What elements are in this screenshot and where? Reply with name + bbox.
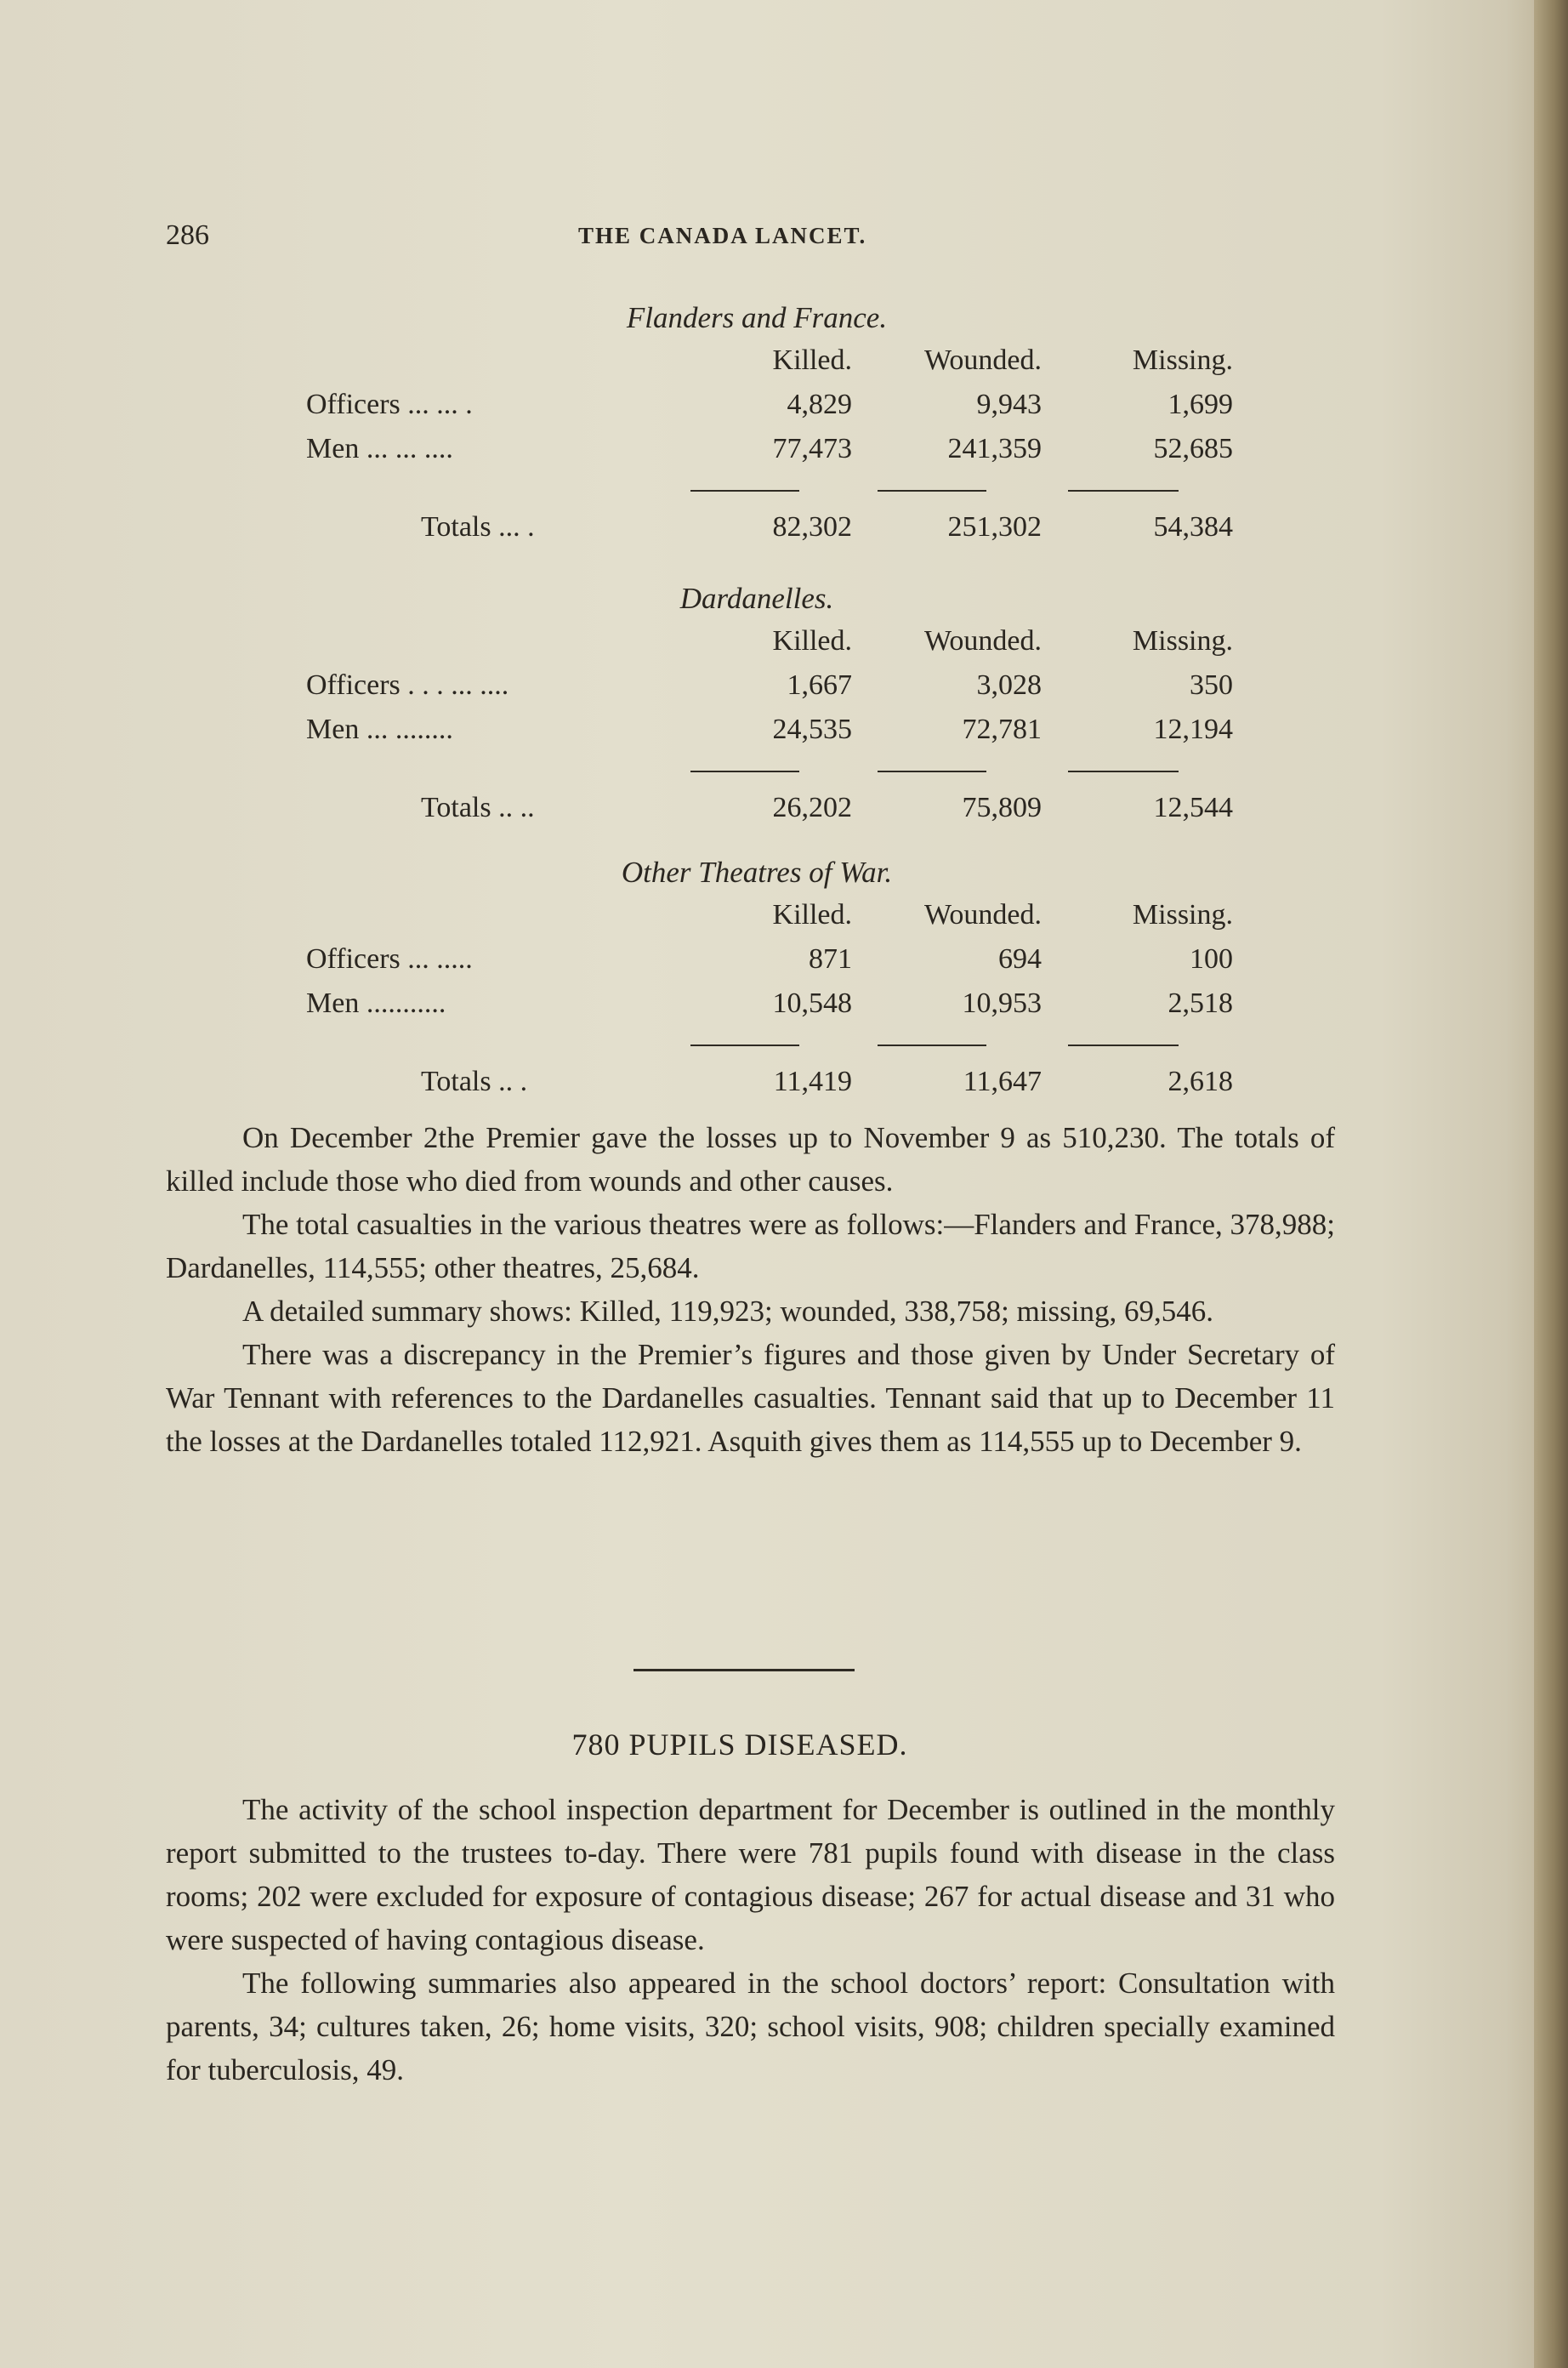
- totals-row: [306, 1060, 1233, 1104]
- cell-missing: 350: [1190, 669, 1233, 701]
- sum-rule: [1068, 1045, 1179, 1046]
- table-row: [306, 383, 1233, 427]
- running-title: THE CANADA LANCET.: [578, 223, 867, 248]
- totals-label: Totals ... .: [421, 511, 535, 543]
- table-header-row: [306, 893, 1233, 937]
- table-header-row: [306, 339, 1233, 383]
- cell-killed: 10,548: [772, 988, 852, 1019]
- cell-wounded: 10,953: [962, 988, 1042, 1019]
- total-killed: 82,302: [772, 511, 852, 543]
- table-header-row: [306, 619, 1233, 663]
- column-killed-header: Killed.: [772, 899, 852, 931]
- sum-rule: [690, 771, 799, 772]
- cell-missing: 2,518: [1167, 988, 1233, 1019]
- column-wounded-header: Wounded.: [924, 899, 1042, 931]
- article-body: [166, 1788, 1335, 2092]
- table-row: [306, 708, 1233, 752]
- totals-row: [306, 505, 1233, 549]
- total-wounded: 251,302: [947, 511, 1042, 543]
- casualty-table-dardanelles: [306, 578, 1233, 830]
- table-row: [306, 663, 1233, 708]
- paragraph: A detailed summary shows: Killed, 119,923; wounded, 338,758; missing, 69,546.: [242, 1295, 1213, 1328]
- total-missing: 12,544: [1153, 792, 1233, 823]
- sum-rule: [878, 490, 986, 492]
- casualty-commentary: [166, 1116, 1335, 1463]
- paragraph: The following summaries also appeared in the school doctors’ report: Consultation with parents, 34; cultures taken, 26; home visits, 320; school visits, 908; children specially examined for tuberculosis, 49.: [166, 1967, 1335, 2086]
- cell-killed: 4,829: [787, 389, 852, 420]
- cell-missing: 12,194: [1153, 714, 1233, 745]
- column-killed-header: Killed.: [772, 625, 852, 657]
- totals-label: Totals .. ..: [421, 792, 535, 823]
- sum-rules: [306, 752, 1207, 786]
- casualty-table-flanders: [306, 298, 1233, 549]
- book-binding-edge: [1534, 0, 1568, 2368]
- sum-rules: [306, 471, 1207, 505]
- cell-wounded: 241,359: [947, 433, 1042, 464]
- cell-wounded: 3,028: [976, 669, 1042, 701]
- casualty-table-other-theatres: [306, 852, 1233, 1104]
- cell-killed: 1,667: [787, 669, 852, 701]
- totals-row: [306, 786, 1233, 830]
- paragraph: There was a discrepancy in the Premier’s figures and those given by Under Secretary of War Tennant with references to the Dardanelles casualties. Tennant said that up to December 11 the losses at the Dardanelles totaled 112,921. Asquith gives them as 114,555 up to December 9.: [166, 1338, 1335, 1458]
- cell-killed: 24,535: [772, 714, 852, 745]
- total-wounded: 11,647: [963, 1066, 1042, 1097]
- row-label: Officers . . . ... ....: [306, 669, 509, 701]
- column-killed-header: Killed.: [772, 344, 852, 376]
- total-killed: 11,419: [773, 1066, 852, 1097]
- row-label: Men ... ... ....: [306, 433, 453, 464]
- paragraph: On December 2the Premier gave the losses up to November 9 as 510,230. The totals of killed include those who died from wounds and other causes.: [166, 1121, 1335, 1198]
- table-row: [306, 982, 1233, 1026]
- table-row: [306, 427, 1233, 471]
- table-title: Flanders and France.: [626, 301, 888, 334]
- cell-killed: 77,473: [772, 433, 852, 464]
- row-label: Officers ... ... .: [306, 389, 473, 420]
- sum-rule: [878, 771, 986, 772]
- article-title: 780 PUPILS DISEASED.: [571, 1728, 908, 1762]
- total-missing: 2,618: [1167, 1066, 1233, 1097]
- cell-wounded: 9,943: [976, 389, 1042, 420]
- total-missing: 54,384: [1153, 511, 1233, 543]
- row-label: Men ... ........: [306, 714, 453, 745]
- page-header: [166, 219, 1356, 262]
- cell-missing: 100: [1190, 943, 1233, 975]
- sum-rule: [690, 490, 799, 492]
- column-wounded-header: Wounded.: [924, 344, 1042, 376]
- section-divider: [633, 1669, 855, 1671]
- page-number: 286: [166, 219, 209, 251]
- column-wounded-header: Wounded.: [924, 625, 1042, 657]
- sum-rule: [1068, 771, 1179, 772]
- table-title: Other Theatres of War.: [621, 856, 893, 889]
- cell-wounded: 694: [998, 943, 1042, 975]
- row-label: Men ...........: [306, 988, 446, 1019]
- column-missing-header: Missing.: [1132, 899, 1233, 931]
- sum-rules: [306, 1026, 1207, 1060]
- column-missing-header: Missing.: [1132, 625, 1233, 657]
- total-killed: 26,202: [772, 792, 852, 823]
- totals-label: Totals .. .: [421, 1066, 528, 1097]
- column-missing-header: Missing.: [1132, 344, 1233, 376]
- table-title: Dardanelles.: [679, 582, 834, 615]
- row-label: Officers ... .....: [306, 943, 473, 975]
- table-row: [306, 937, 1233, 982]
- paragraph: The total casualties in the various theatres were as follows:—Flanders and France, 378,988; Dardanelles, 114,555; other theatres, 25,684.: [166, 1208, 1335, 1284]
- cell-killed: 871: [809, 943, 852, 975]
- cell-missing: 52,685: [1153, 433, 1233, 464]
- total-wounded: 75,809: [962, 792, 1042, 823]
- sum-rule: [878, 1045, 986, 1046]
- paragraph: The activity of the school inspection department for December is outlined in the monthly report submitted to the trustees to-day. There were 781 pupils found with disease in the class rooms; 202 were excluded for exposure of contagious disease; 267 for actual disease and 31 who were suspected of having contagious disease.: [166, 1793, 1335, 1956]
- cell-wounded: 72,781: [962, 714, 1042, 745]
- sum-rule: [690, 1045, 799, 1046]
- cell-missing: 1,699: [1167, 389, 1233, 420]
- sum-rule: [1068, 490, 1179, 492]
